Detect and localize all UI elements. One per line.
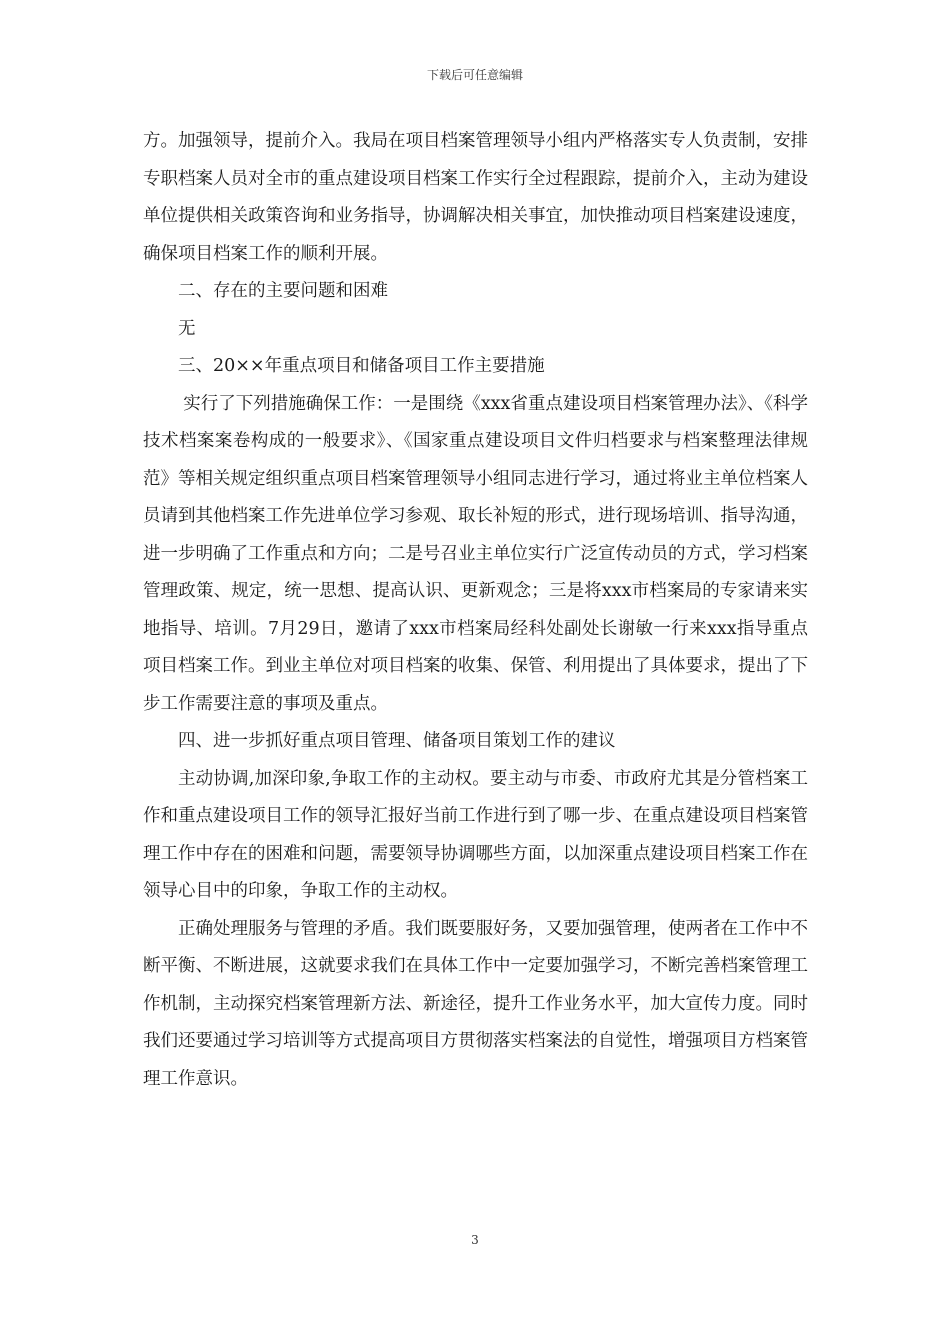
paragraph-none: 无: [178, 318, 196, 339]
page-number: 3: [471, 1233, 479, 1247]
paragraph-coordination: 主动协调,加深印象,争取工作的主动权。要主动与市委、市政府尤其是分管档案工作和重点建设项目工作的领导汇报好当前工作进行到了哪一步、在重点建设项目档案管理工作中存在的困难和问题，需要领导协调哪些方面，以加深重点建设项目档案工作在领导心目中的印象，争取工作的主动权。: [143, 768, 808, 901]
section-heading-problems: 二、存在的主要问题和困难: [178, 281, 388, 301]
page-header: 下载后可任意编辑: [426, 68, 523, 82]
section-heading-measures: 三、20××年重点项目和储备项目工作主要措施: [178, 356, 545, 376]
section-heading-suggestions: 四、进一步抓好重点项目管理、储备项目策划工作的建议: [178, 731, 616, 751]
paragraph-continuation: 方。加强领导，提前介入。我局在项目档案管理领导小组内严格落实专人负责制，安排专职档案人员对全市的重点建设项目档案工作实行全过程跟踪，提前介入，主动为建设单位提供相关政策咨询和业务指导，协调解决相关事宜，加快推动项目档案建设速度，确保项目档案工作的顺利开展。: [143, 131, 808, 264]
paragraph-measures: 实行了下列措施确保工作：一是围绕《xxx省重点建设项目档案管理办法》、《科学技术档案案卷构成的一般要求》、《国家重点建设项目文件归档要求与档案整理法律规范》等相关规定组织重点项目档案管理领导小组同志进行学习，通过将业主单位档案人员请到其他档案工作先进单位学习参观、取长补短的形式，进行现场培训、指导沟通，进一步明确了工作重点和方向；二是号召业主单位实行广泛宣传动员的方式，学习档案管理政策、规定，统一思想、提高认识、更新观念；三是将xxx市档案局的专家请来实地指导、培训。7月29日，邀请了xxx市档案局经科处副处长谢敏一行来xxx指导重点项目档案工作。到业主单位对项目档案的收集、保管、利用提出了具体要求，提出了下步工作需要注意的事项及重点。: [143, 393, 808, 714]
document-body: [143, 123, 808, 1098]
paragraph-service-management: 正确处理服务与管理的矛盾。我们既要服好务，又要加强管理，使两者在工作中不断平衡、不断进展，这就要求我们在具体工作中一定要加强学习，不断完善档案管理工作机制，主动探究档案管理新方法、新途径，提升工作业务水平，加大宣传力度。同时我们还要通过学习培训等方式提高项目方贯彻落实档案法的自觉性，增强项目方档案管理工作意识。: [143, 918, 808, 1089]
